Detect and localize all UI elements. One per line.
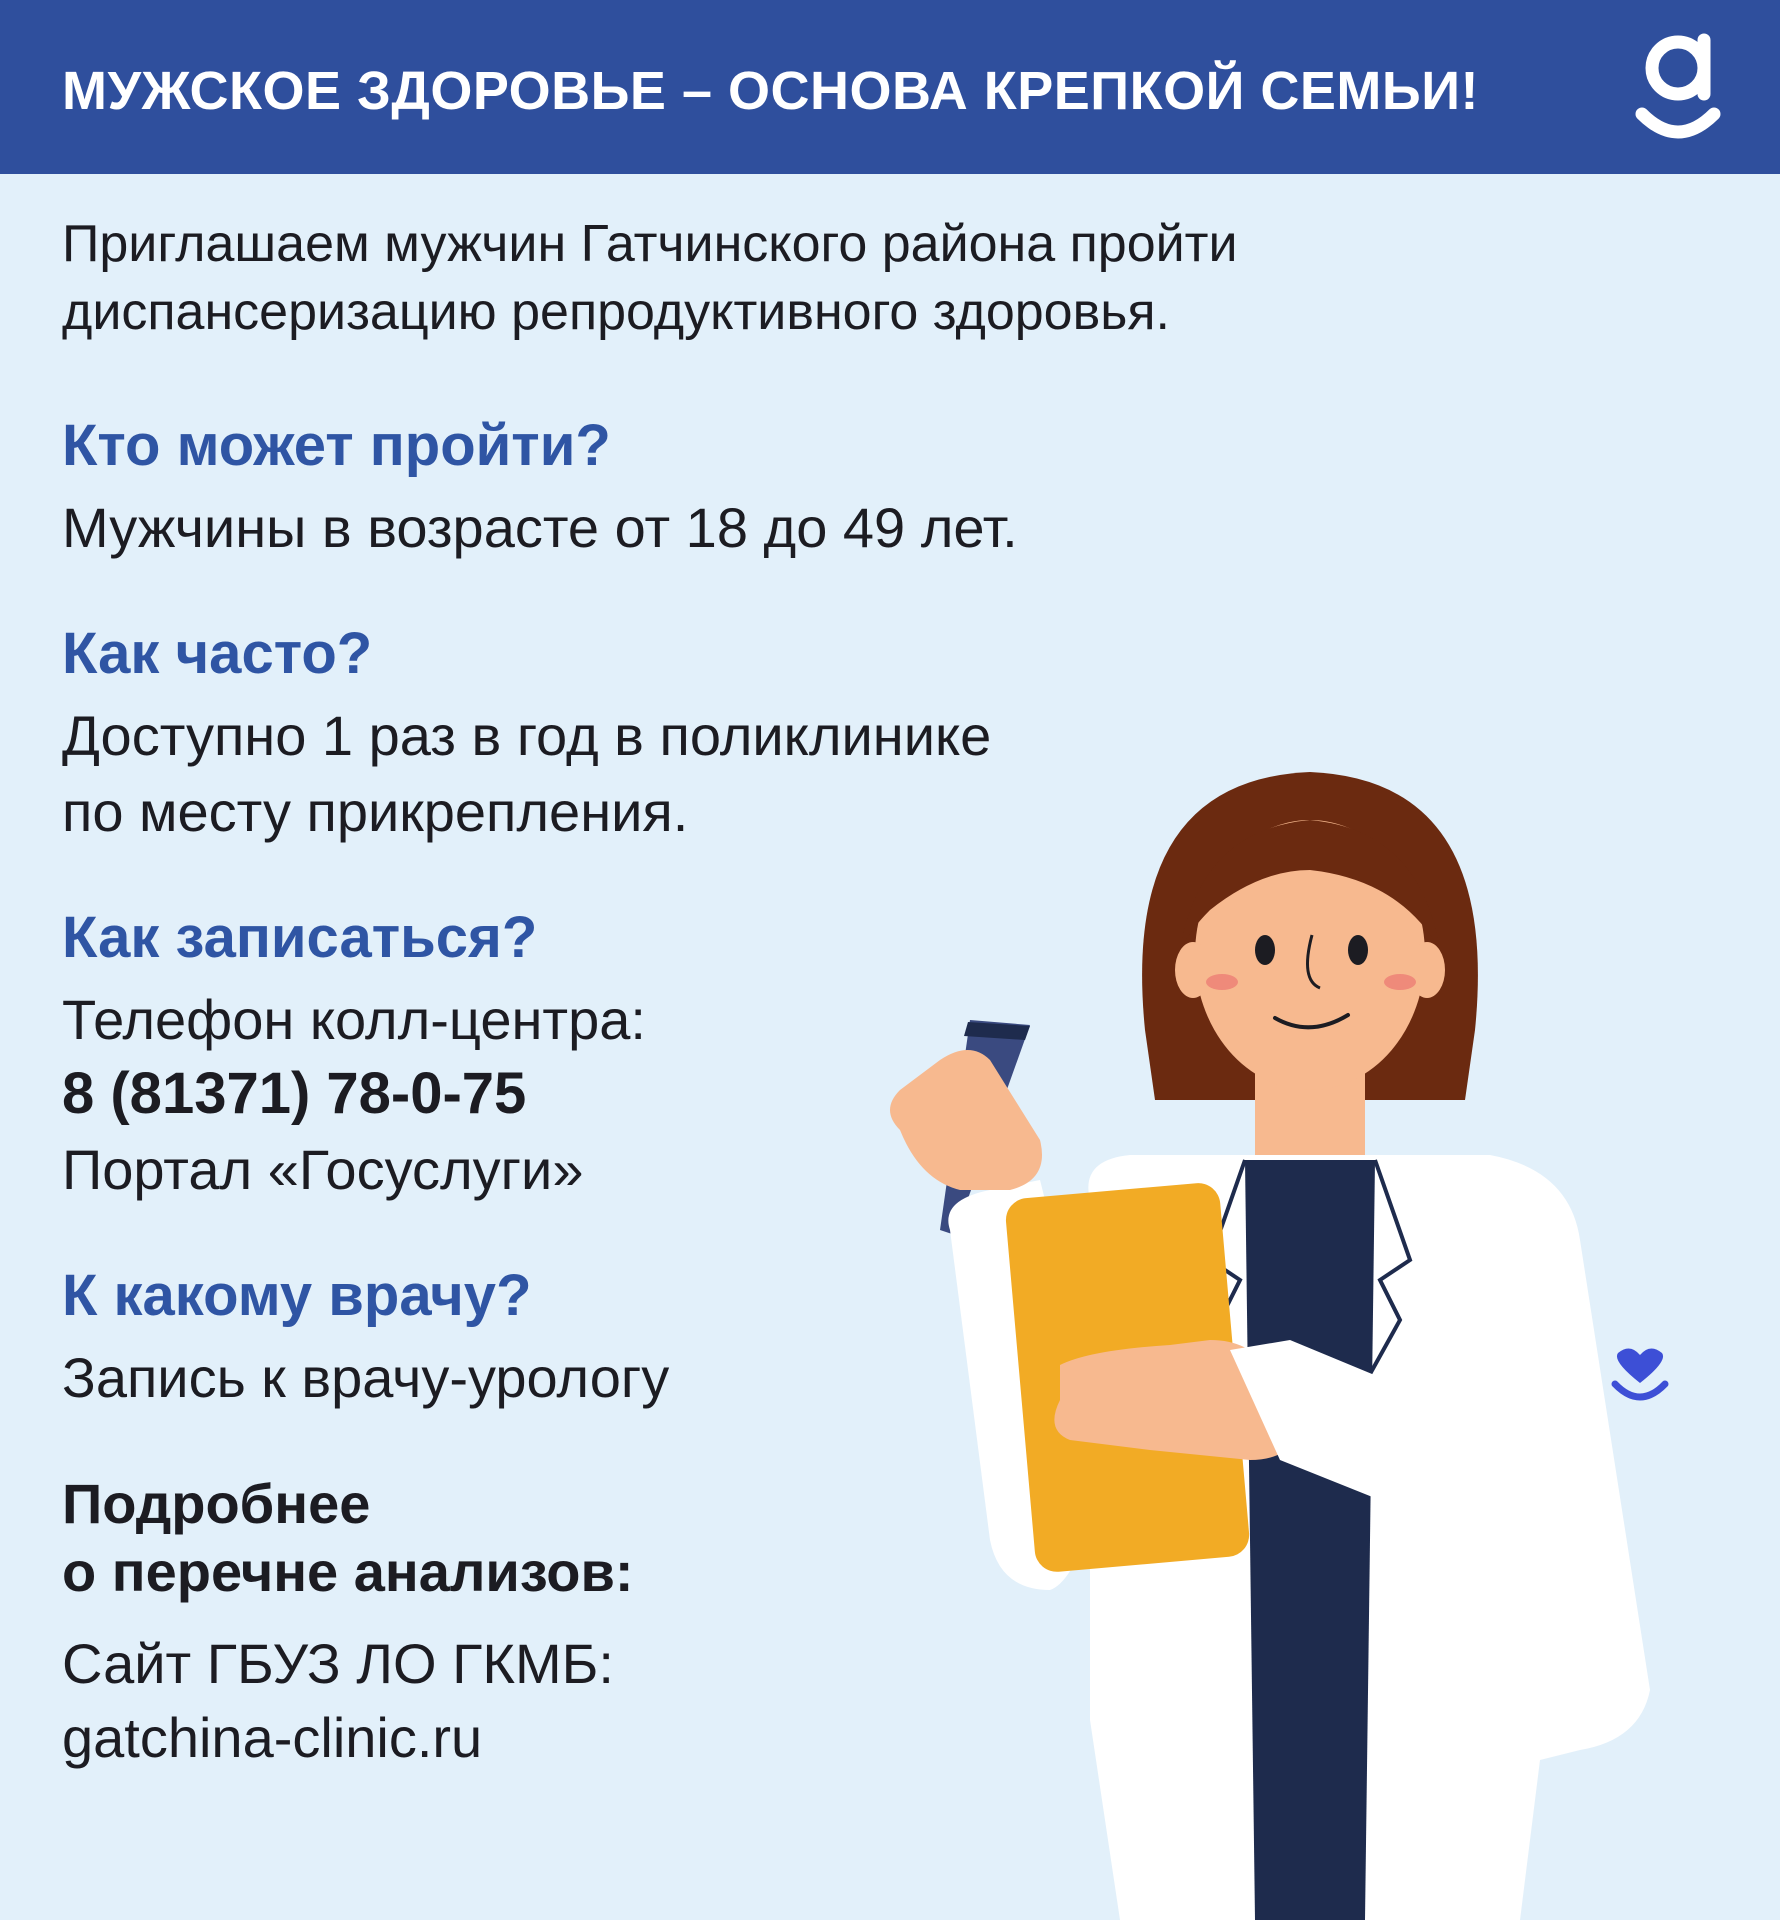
site-label: Сайт ГБУЗ ЛО ГКМБ: [62,1632,614,1695]
portal-gosuslugi: Портал «Госуслуги» [62,1138,584,1201]
phone-number: 8 (81371) 78-0-75 [62,1061,527,1126]
answer-doctor: Запись к врачу-урологу [62,1346,670,1409]
site-url: gatchina-clinic.ru [62,1706,483,1769]
question-how-to-book: Как записаться? [62,905,538,970]
phone-label: Телефон колл-центра: [62,988,646,1051]
answer-who: Мужчины в возрасте от 18 до 49 лет. [62,496,1018,559]
page-header [0,0,1780,174]
question-doctor: К какому врачу? [62,1263,532,1328]
intro-line-1: Приглашаем мужчин Гатчинского района пройти [62,215,1238,273]
doctor-illustration-icon [880,760,1720,1920]
answer-how-often-line-1: Доступно 1 раз в год в поликлинике [62,704,992,767]
details-title-line-2: о перечне анализов: [62,1540,634,1603]
brand-logo-icon [1628,30,1728,150]
question-how-often: Как часто? [62,621,373,686]
page-title: МУЖСКОЕ ЗДОРОВЬЕ – ОСНОВА КРЕПКОЙ СЕМЬИ! [62,61,1479,121]
intro-line-2: диспансеризацию репродуктивного здоровья. [62,283,1170,341]
details-title-line-1: Подробнее [62,1472,371,1535]
answer-how-often-line-2: по месту прикрепления. [62,780,689,843]
question-who: Кто может пройти? [62,413,611,478]
